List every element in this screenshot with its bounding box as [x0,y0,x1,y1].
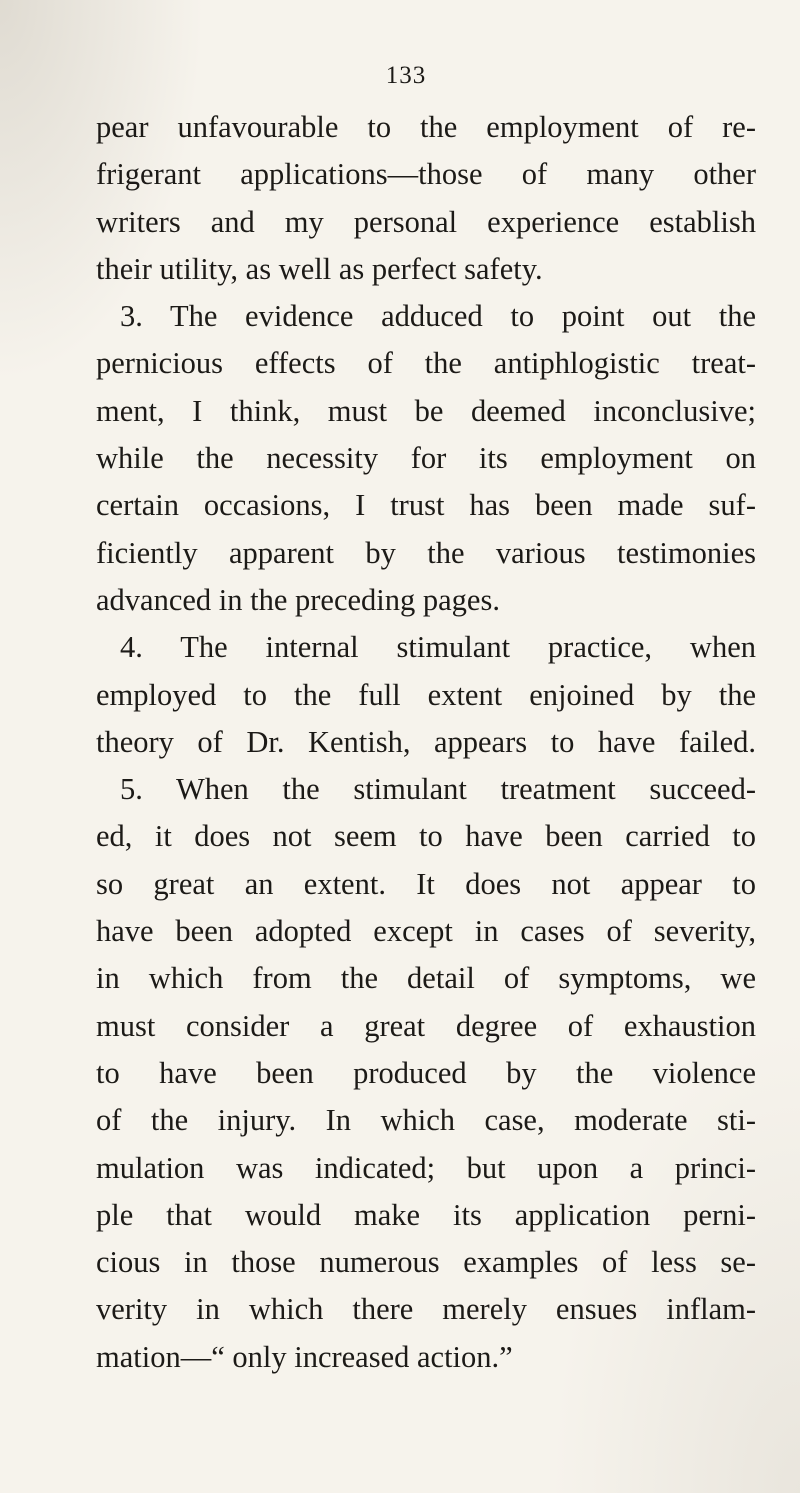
text-line: ment, I think, must be deemed inconclusive; [96,393,756,428]
text-line: while the necessity for its employment on [96,441,756,476]
text-line: have been adopted except in cases of severity, [96,914,756,949]
paragraph-start-line: 3. The evidence adduced to point out the [120,299,756,334]
text-line: in which from the detail of symptoms, we [96,961,756,996]
text-line: so great an extent. It does not appear to [96,866,756,901]
text-line: their utility, as well as perfect safety. [96,251,543,286]
page-number: 133 [385,62,427,89]
text-line: mation—“ only increased action.” [96,1339,513,1374]
text-line: ficiently apparent by the various testimonies [96,535,756,570]
text-line: mulation was indicated; but upon a princi- [96,1150,756,1185]
text-line: writers and my personal experience establish [96,204,756,239]
text-line: to have been produced by the violence [96,1055,756,1090]
text-line: certain occasions, I trust has been made suf- [96,488,756,523]
text-line: ple that would make its application perni- [96,1197,756,1232]
text-line: of the injury. In which case, moderate sti- [96,1103,756,1138]
text-line: advanced in the preceding pages. [96,582,500,617]
text-line: frigerant applications—those of many other [96,157,756,192]
text-line: employed to the full extent enjoined by the [96,677,756,712]
text-line: cious in those numerous examples of less se- [96,1245,756,1280]
body-text [96,104,756,1381]
paragraph-start-line: 4. The internal stimulant practice, when [120,630,756,665]
text-line: pernicious effects of the antiphlogistic treat- [96,346,756,381]
text-line: verity in which there merely ensues inflam- [96,1292,756,1327]
text-line: ed, it does not seem to have been carried to [96,819,756,854]
text-line: pear unfavourable to the employment of re- [96,110,756,144]
text-line: theory of Dr. Kentish, appears to have failed. [96,724,756,759]
paragraph-start-line: 5. When the stimulant treatment succeed- [120,772,756,807]
text-line: must consider a great degree of exhaustion [96,1008,756,1043]
